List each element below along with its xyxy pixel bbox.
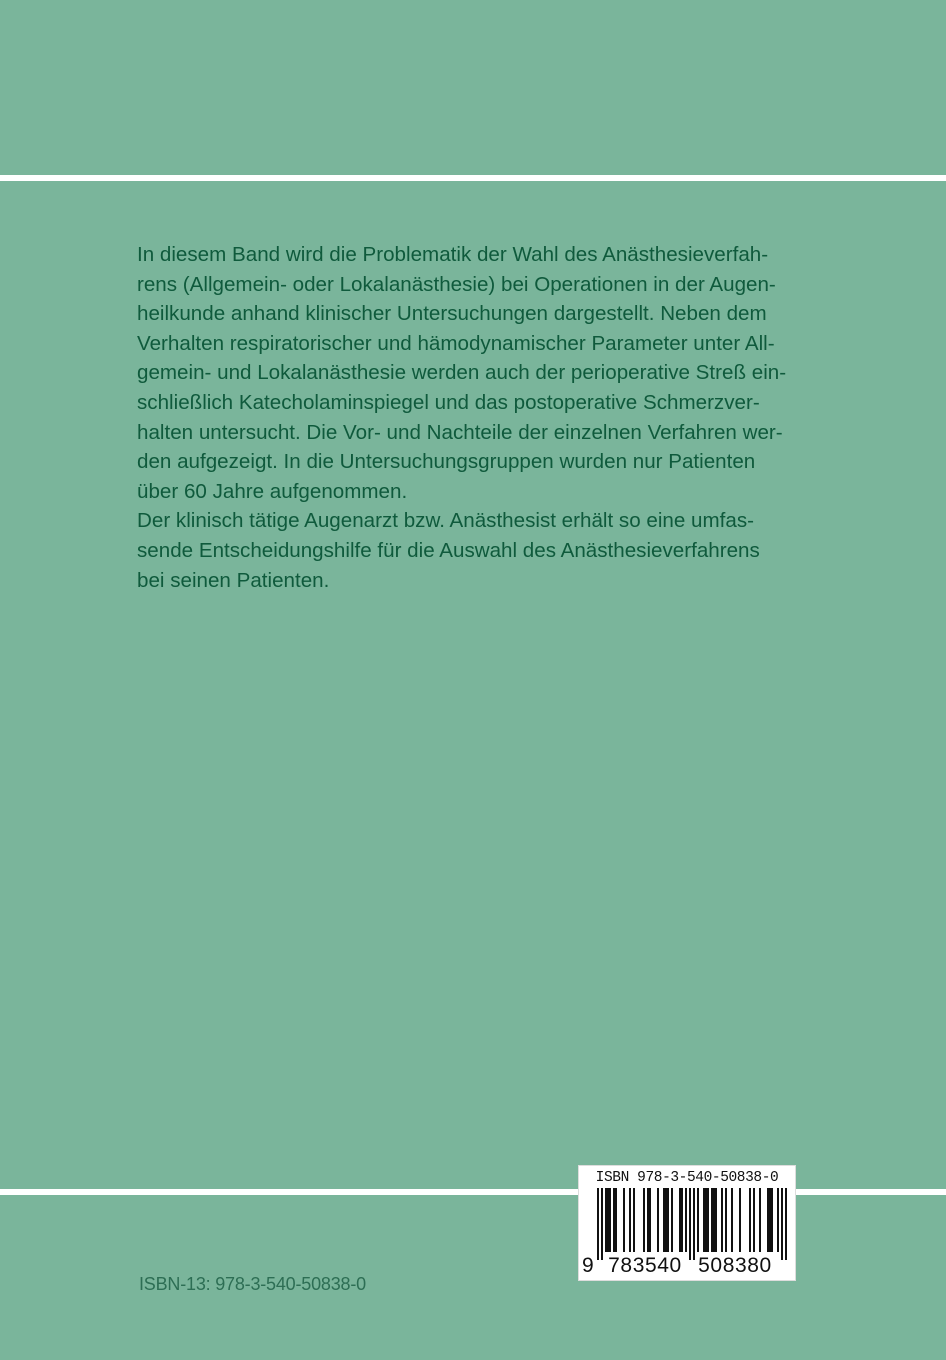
barcode-lead-digit: 9 xyxy=(582,1254,594,1277)
barcode-bar xyxy=(615,1188,617,1252)
barcode-bar xyxy=(667,1188,669,1252)
barcode-bar xyxy=(767,1188,769,1252)
barcode-bar xyxy=(715,1188,717,1252)
barcode-isbn-text: ISBN 978-3-540-50838-0 xyxy=(595,1170,779,1186)
barcode-digit-group-left: 783540 xyxy=(608,1254,682,1277)
barcode-bar xyxy=(685,1188,687,1252)
barcode-bar xyxy=(697,1188,699,1252)
barcode-bar xyxy=(771,1188,773,1252)
barcode-bar xyxy=(623,1188,625,1252)
barcode-bar xyxy=(705,1188,707,1252)
barcode-bar xyxy=(649,1188,651,1252)
barcode-bar xyxy=(721,1188,723,1252)
barcode-bar xyxy=(671,1188,673,1252)
barcode-bar xyxy=(607,1188,609,1252)
isbn-13-label: ISBN-13: 978-3-540-50838-0 xyxy=(139,1274,366,1294)
barcode-bar xyxy=(681,1188,683,1252)
barcode-bar xyxy=(657,1188,659,1252)
barcode-bar xyxy=(633,1188,635,1252)
barcode-bar xyxy=(777,1188,779,1252)
back-cover-blurb xyxy=(137,240,857,595)
top-divider-rule xyxy=(0,175,946,181)
isbn-barcode xyxy=(578,1165,796,1281)
barcode-bar xyxy=(759,1188,761,1252)
barcode-bar xyxy=(629,1188,631,1252)
barcode-bar xyxy=(725,1188,727,1252)
barcode-bar xyxy=(713,1188,715,1252)
barcode-bar xyxy=(613,1188,615,1252)
barcode-bar xyxy=(707,1188,709,1252)
barcode-guard-bar xyxy=(601,1188,603,1260)
barcode-bar xyxy=(665,1188,667,1252)
barcode-guard-bar xyxy=(597,1188,599,1260)
barcode-bar xyxy=(731,1188,733,1252)
barcode-guard-bar xyxy=(785,1188,787,1260)
barcode-bar xyxy=(663,1188,665,1252)
barcode-bar xyxy=(643,1188,645,1252)
barcode-bar xyxy=(769,1188,771,1252)
barcode-guard-bar xyxy=(781,1188,783,1260)
barcode-bar xyxy=(605,1188,607,1252)
barcode-bar xyxy=(609,1188,611,1252)
barcode-bar xyxy=(739,1188,741,1252)
barcode-guard-bar xyxy=(693,1188,695,1260)
barcode-bar xyxy=(749,1188,751,1252)
barcode-bar xyxy=(679,1188,681,1252)
barcode-bar xyxy=(703,1188,705,1252)
barcode-bar xyxy=(711,1188,713,1252)
barcode-bar xyxy=(753,1188,755,1252)
bottom-divider-rule xyxy=(0,1189,946,1195)
blurb-paragraph-2: Der klinisch tätige Augenarzt bzw. Anästhesist erhält so eine umfas- sende Entscheidungshilfe für die Auswahl des Anästhesieverfahrens bei seinen Patienten. xyxy=(137,509,760,592)
barcode-bar xyxy=(647,1188,649,1252)
barcode-guard-bar xyxy=(689,1188,691,1260)
blurb-paragraph-1: In diesem Band wird die Problematik der Wahl des Anästhesieverfah- rens (Allgemein- oder Lokalanästhesie) bei Operationen in der Augen- heilkunde anhand klinischer Untersuchungen dargestellt. Neben dem Verhalten respiratorischer und hämodynamischer Parameter unter All- gemein- und Lokalanästhesie werden auch der perioperative Streß ein- schließlich Katecholaminspiegel und das postoperative Schmerzver- halten untersucht. Die Vor- und Nachteile der einzelnen Verfahren wer- den aufgezeigt. In die Untersuchungsgruppen wurden nur Patienten über 60 Jahre aufgenommen. xyxy=(137,243,787,503)
barcode-digit-group-right: 508380 xyxy=(698,1254,772,1277)
